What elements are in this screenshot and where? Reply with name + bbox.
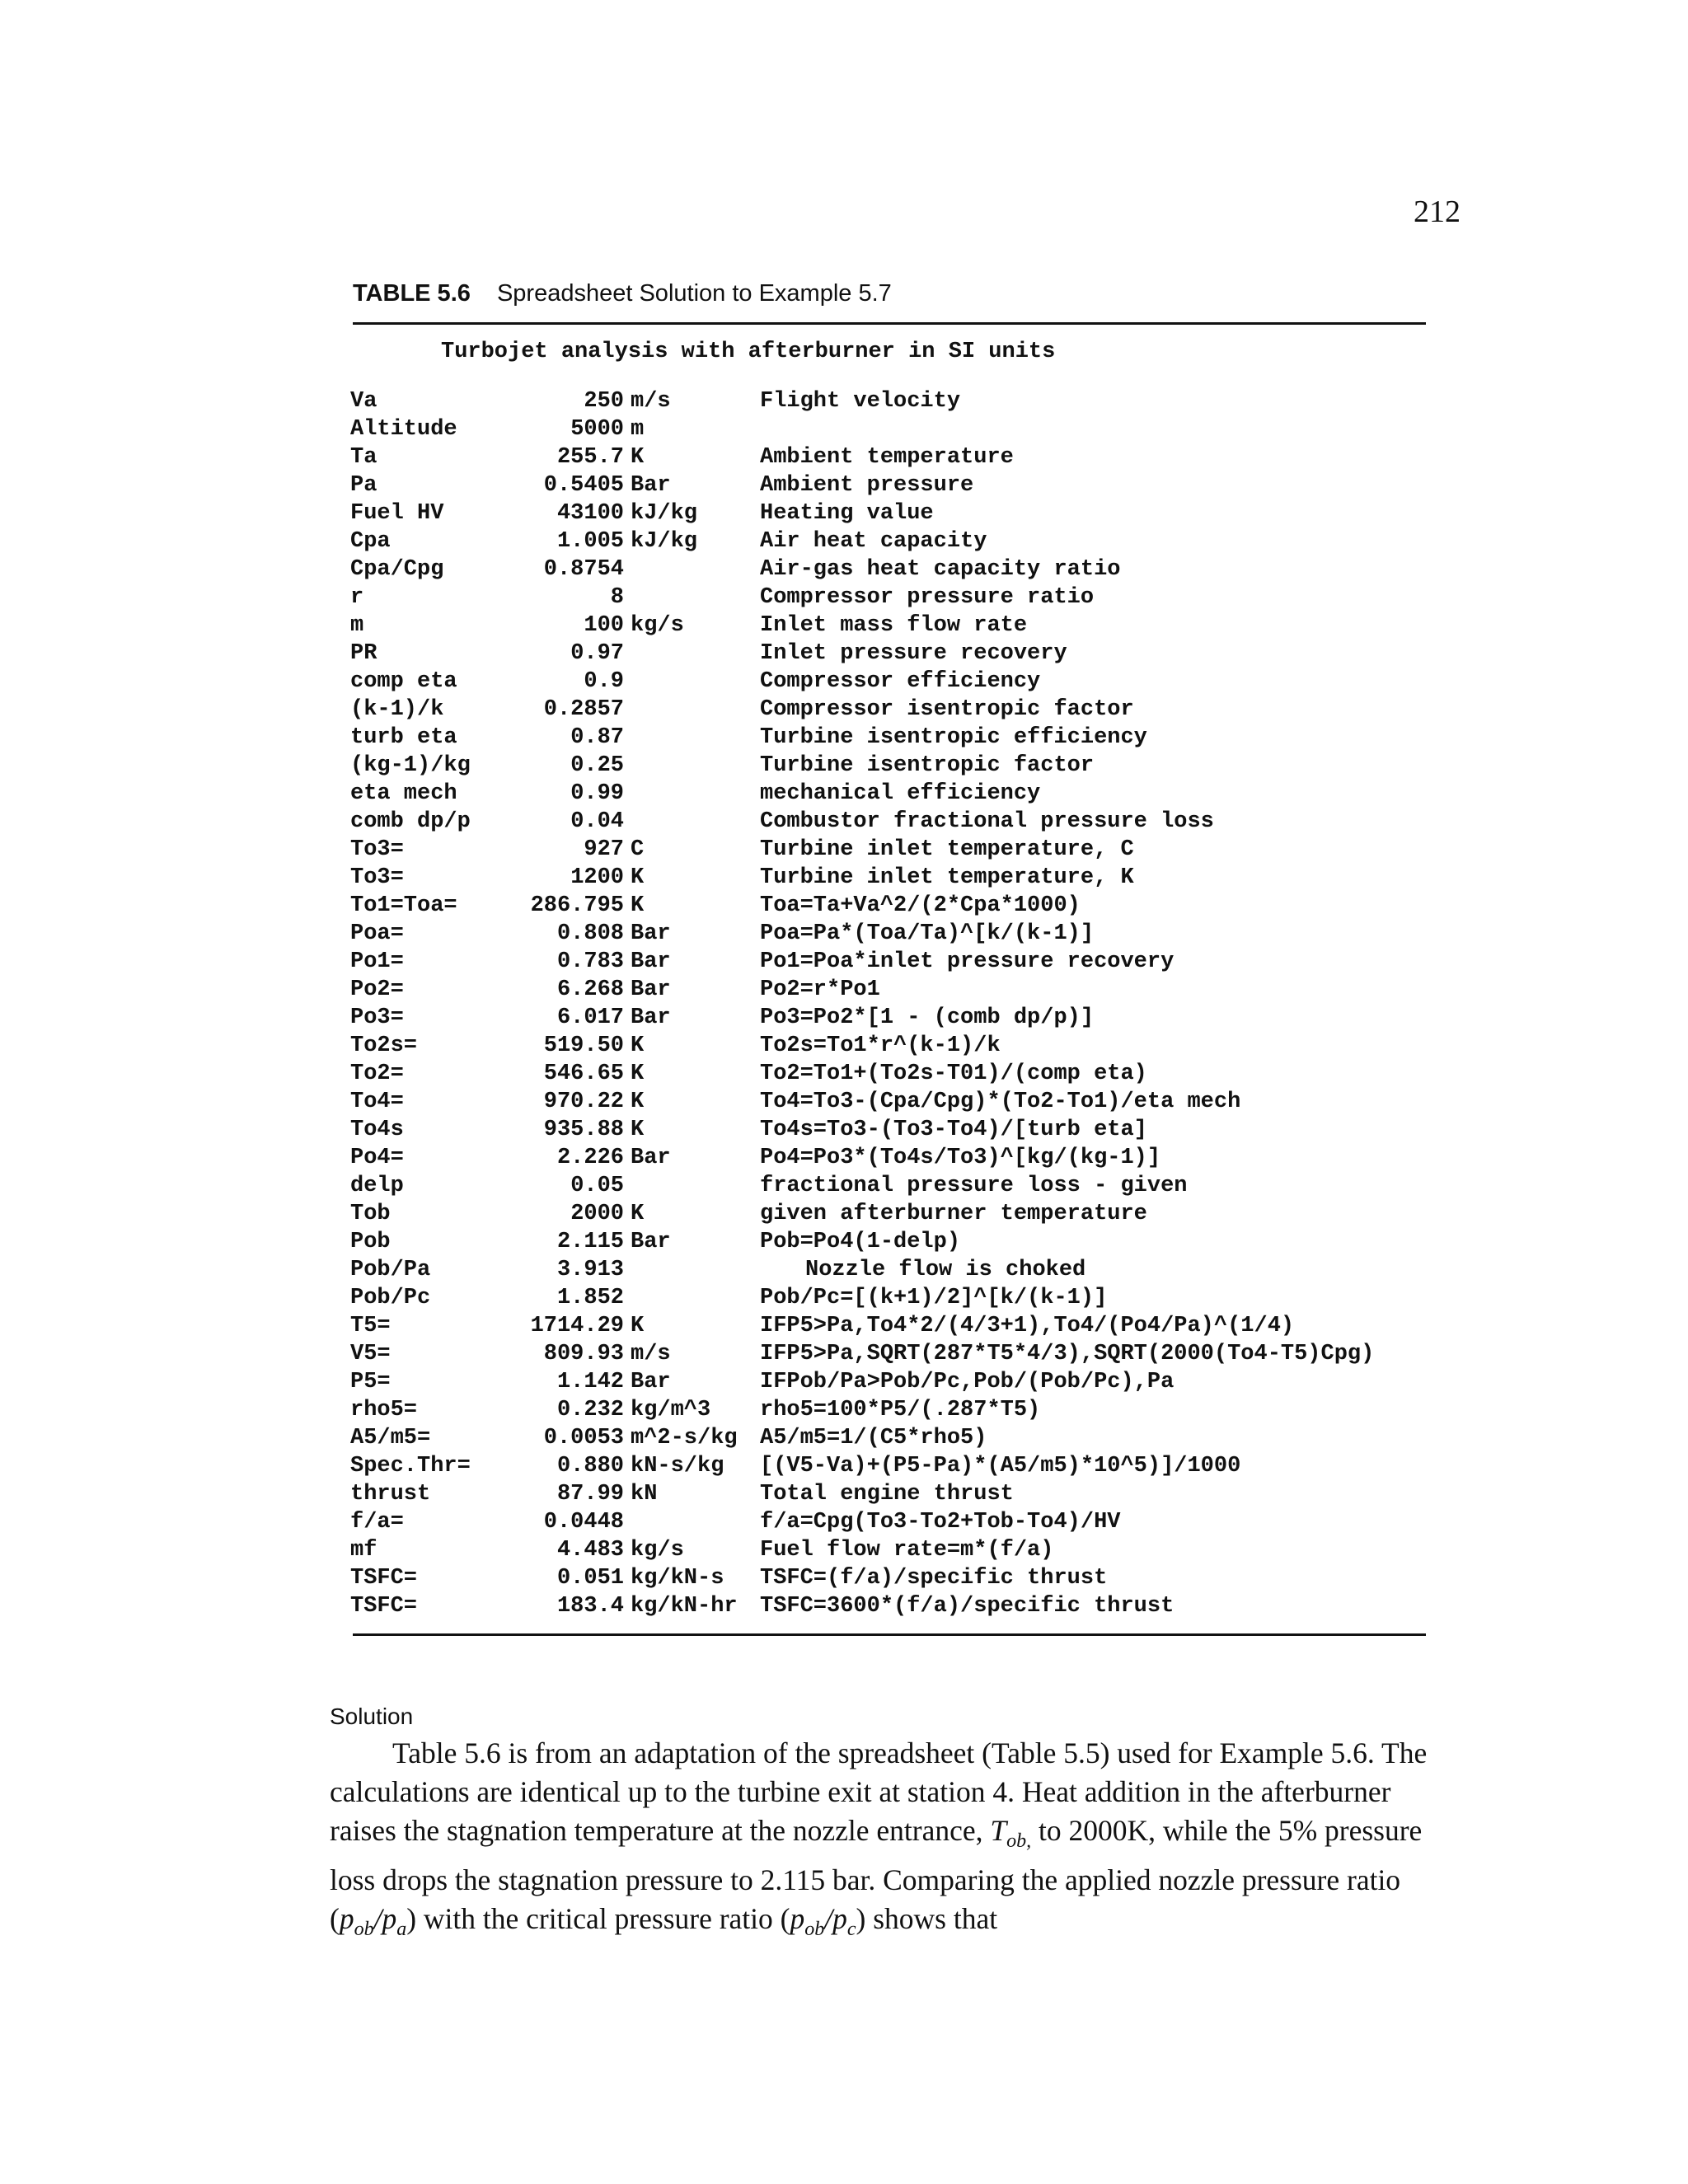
- cell-description: Turbine isentropic factor: [760, 753, 1095, 778]
- cell-label: f/a=: [350, 1510, 404, 1535]
- cell-value: 0.2857: [543, 697, 624, 722]
- cell-label: Po3=: [350, 1005, 404, 1030]
- cell-label: To2s=: [350, 1033, 418, 1058]
- cell-value: 87.99: [556, 1482, 624, 1507]
- cell-description: Air heat capacity: [760, 529, 987, 554]
- cell-description: Ambient temperature: [760, 445, 1014, 470]
- cell-label: Fuel HV: [350, 501, 444, 526]
- symbol-tob: [990, 1814, 1032, 1853]
- cell-unit: K: [631, 445, 645, 470]
- cell-label: (kg-1)/kg: [350, 753, 471, 778]
- cell-label: mf: [350, 1538, 377, 1563]
- cell-label: Pob/Pa: [350, 1258, 431, 1282]
- cell-label: P5=: [350, 1370, 391, 1394]
- cell-value: 1.005: [556, 529, 624, 554]
- table-top-rule: [353, 322, 1426, 325]
- cell-description: Compressor pressure ratio: [760, 585, 1095, 610]
- cell-description: Pob=Po4(1-delp): [760, 1230, 961, 1254]
- cell-label: comb dp/p: [350, 809, 471, 834]
- cell-unit: Bar: [631, 1005, 671, 1030]
- cell-description: Fuel flow rate=m*(f/a): [760, 1538, 1054, 1563]
- cell-value: 43100: [556, 501, 624, 526]
- cell-label: To2=: [350, 1062, 404, 1086]
- symbol-base: T: [990, 1814, 1007, 1847]
- cell-unit: C: [631, 837, 645, 862]
- ratio-pob-pa: [339, 1902, 407, 1941]
- cell-description: Po4=Po3*(To4s/To3)^[kg/(kg-1)]: [760, 1146, 1161, 1170]
- solution-text-part: to 2000K, while the 5% pressure loss drops the stagnation pressure to 2.115 bar. Comparing the applied nozzle pressure ratio (: [330, 1814, 1423, 1936]
- symbol-base: p: [382, 1902, 397, 1936]
- solution-text: [330, 1734, 1451, 1949]
- cell-unit: Bar: [631, 1146, 671, 1170]
- cell-label: Pob: [350, 1230, 391, 1254]
- cell-value: 809.93: [543, 1342, 624, 1366]
- cell-description: Pob/Pc=[(k+1)/2]^[k/(k-1)]: [760, 1286, 1108, 1310]
- table-bottom-rule: [353, 1633, 1426, 1636]
- ratio-pob-pc: [790, 1902, 856, 1941]
- cell-label: delp: [350, 1174, 404, 1198]
- cell-value: 286.795: [530, 893, 624, 918]
- cell-unit: Bar: [631, 949, 671, 974]
- cell-label: m: [350, 613, 364, 638]
- cell-value: 3.913: [556, 1258, 624, 1282]
- cell-description: Nozzle flow is choked: [805, 1258, 1086, 1282]
- cell-description: Ambient pressure: [760, 473, 974, 498]
- cell-description: Turbine isentropic efficiency: [760, 725, 1147, 750]
- cell-description: Total engine thrust: [760, 1482, 1014, 1507]
- cell-description: Po1=Poa*inlet pressure recovery: [760, 949, 1175, 974]
- cell-description: TSFC=3600*(f/a)/specific thrust: [760, 1594, 1175, 1619]
- cell-description: Poa=Pa*(Toa/Ta)^[k/(k-1)]: [760, 921, 1095, 946]
- cell-description: Po3=Po2*[1 - (comb dp/p)]: [760, 1005, 1095, 1030]
- cell-unit: K: [631, 893, 645, 918]
- cell-value: 0.051: [556, 1566, 624, 1591]
- cell-description: Toa=Ta+Va^2/(2*Cpa*1000): [760, 893, 1081, 918]
- cell-unit: m: [631, 417, 645, 442]
- ratio-slash: /: [373, 1902, 382, 1936]
- cell-value: 8: [610, 585, 624, 610]
- cell-label: Tob: [350, 1202, 391, 1226]
- cell-unit: kJ/kg: [631, 501, 698, 526]
- cell-value: 0.232: [556, 1398, 624, 1422]
- cell-label: TSFC=: [350, 1594, 418, 1619]
- cell-label: To3=: [350, 865, 404, 890]
- cell-label: V5=: [350, 1342, 391, 1366]
- cell-label: TSFC=: [350, 1566, 418, 1591]
- cell-label: Pa: [350, 473, 377, 498]
- cell-unit: m/s: [631, 389, 671, 414]
- cell-value: 0.25: [570, 753, 624, 778]
- cell-description: A5/m5=1/(C5*rho5): [760, 1426, 987, 1451]
- cell-value: 250: [584, 389, 624, 414]
- table-caption: [353, 280, 892, 307]
- cell-label: Pob/Pc: [350, 1286, 431, 1310]
- cell-label: Poa=: [350, 921, 404, 946]
- cell-description: To2s=To1*r^(k-1)/k: [760, 1033, 1001, 1058]
- cell-description: To2=To1+(To2s-T01)/(comp eta): [760, 1062, 1147, 1086]
- cell-description: mechanical efficiency: [760, 781, 1041, 806]
- cell-description: Heating value: [760, 501, 934, 526]
- cell-unit: K: [631, 1118, 645, 1142]
- cell-unit: K: [631, 1202, 645, 1226]
- cell-unit: K: [631, 1314, 645, 1338]
- cell-value: 0.0053: [543, 1426, 624, 1451]
- cell-description: Inlet mass flow rate: [760, 613, 1028, 638]
- cell-unit: kg/s: [631, 613, 684, 638]
- cell-description: Po2=r*Po1: [760, 977, 880, 1002]
- cell-description: Air-gas heat capacity ratio: [760, 557, 1121, 582]
- cell-unit: kg/m^3: [631, 1398, 711, 1422]
- cell-label: To3=: [350, 837, 404, 862]
- cell-value: 255.7: [556, 445, 624, 470]
- cell-value: 0.97: [570, 641, 624, 666]
- cell-description: IFP5>Pa,To4*2/(4/3+1),To4/(Po4/Pa)^(1/4): [760, 1314, 1295, 1338]
- symbol-base: p: [339, 1902, 354, 1936]
- cell-label: To4s: [350, 1118, 404, 1142]
- cell-label: Spec.Thr=: [350, 1454, 471, 1479]
- cell-label: r: [350, 585, 364, 610]
- cell-description: TSFC=(f/a)/specific thrust: [760, 1566, 1108, 1591]
- table-number: TABLE 5.6: [353, 280, 471, 307]
- table-caption-text: Spreadsheet Solution to Example 5.7: [496, 280, 892, 307]
- cell-description: IFPob/Pa>Pob/Pc,Pob/(Pob/Pc),Pa: [760, 1370, 1175, 1394]
- cell-label: Po1=: [350, 949, 404, 974]
- cell-label: To4=: [350, 1090, 404, 1114]
- cell-value: 927: [584, 837, 624, 862]
- symbol-subscript: ob: [804, 1919, 825, 1941]
- cell-value: 1714.29: [530, 1314, 624, 1338]
- solution-paragraph: [330, 1734, 1451, 1949]
- cell-description: rho5=100*P5/(.287*T5): [760, 1398, 1041, 1422]
- cell-value: 0.87: [570, 725, 624, 750]
- cell-value: 0.04: [570, 809, 624, 834]
- cell-description: [(V5-Va)+(P5-Pa)*(A5/m5)*10^5)]/1000: [760, 1454, 1241, 1479]
- cell-label: comp eta: [350, 669, 457, 694]
- cell-description: IFP5>Pa,SQRT(287*T5*4/3),SQRT(2000(To4-T5)Cpg): [760, 1342, 1375, 1366]
- cell-unit: kg/kN-hr: [631, 1594, 738, 1619]
- symbol-subscript: a: [396, 1919, 407, 1941]
- symbol-subscript: c: [846, 1919, 856, 1941]
- spreadsheet-title: Turbojet analysis with afterburner in SI units: [441, 340, 1056, 364]
- cell-value: 0.783: [556, 949, 624, 974]
- cell-label: eta mech: [350, 781, 457, 806]
- cell-unit: Bar: [631, 921, 671, 946]
- cell-unit: K: [631, 1033, 645, 1058]
- cell-value: 0.99: [570, 781, 624, 806]
- cell-unit: kN-s/kg: [631, 1454, 724, 1479]
- cell-unit: m^2-s/kg: [631, 1426, 738, 1451]
- ratio-slash: /: [824, 1902, 833, 1936]
- page-number: 212: [1414, 194, 1461, 229]
- cell-description: To4=To3-(Cpa/Cpg)*(To2-To1)/eta mech: [760, 1090, 1241, 1114]
- solution-text-part: ) with the critical pressure ratio (: [406, 1902, 790, 1936]
- cell-value: 100: [584, 613, 624, 638]
- symbol-subscript: ob: [354, 1919, 374, 1941]
- cell-value: 0.808: [556, 921, 624, 946]
- cell-unit: kN: [631, 1482, 658, 1507]
- cell-value: 4.483: [556, 1538, 624, 1563]
- cell-unit: K: [631, 1062, 645, 1086]
- cell-description: fractional pressure loss - given: [760, 1174, 1188, 1198]
- cell-label: PR: [350, 641, 377, 666]
- cell-label: Altitude: [350, 417, 457, 442]
- cell-value: 183.4: [556, 1594, 624, 1619]
- cell-label: rho5=: [350, 1398, 418, 1422]
- cell-unit: kJ/kg: [631, 529, 698, 554]
- cell-unit: kg/s: [631, 1538, 684, 1563]
- cell-value: 5000: [570, 417, 624, 442]
- cell-label: thrust: [350, 1482, 431, 1507]
- cell-value: 970.22: [543, 1090, 624, 1114]
- cell-label: Va: [350, 389, 377, 414]
- cell-value: 546.65: [543, 1062, 624, 1086]
- cell-label: turb eta: [350, 725, 457, 750]
- cell-description: Inlet pressure recovery: [760, 641, 1067, 666]
- cell-unit: m/s: [631, 1342, 671, 1366]
- cell-value: 2000: [570, 1202, 624, 1226]
- cell-label: A5/m5=: [350, 1426, 431, 1451]
- cell-value: 0.9: [584, 669, 624, 694]
- cell-description: Combustor fractional pressure loss: [760, 809, 1214, 834]
- cell-label: Po2=: [350, 977, 404, 1002]
- cell-unit: Bar: [631, 1370, 671, 1394]
- symbol-subscript: ob,: [1006, 1830, 1032, 1853]
- cell-description: given afterburner temperature: [760, 1202, 1147, 1226]
- cell-label: (k-1)/k: [350, 697, 444, 722]
- cell-unit: K: [631, 865, 645, 890]
- cell-value: 1.142: [556, 1370, 624, 1394]
- solution-text-part: ) shows that: [856, 1902, 998, 1936]
- cell-value: 935.88: [543, 1118, 624, 1142]
- cell-value: 6.017: [556, 1005, 624, 1030]
- cell-description: Flight velocity: [760, 389, 961, 414]
- cell-unit: Bar: [631, 1230, 671, 1254]
- cell-description: Compressor efficiency: [760, 669, 1041, 694]
- cell-description: Turbine inlet temperature, C: [760, 837, 1134, 862]
- cell-description: To4s=To3-(To3-To4)/[turb eta]: [760, 1118, 1147, 1142]
- cell-unit: K: [631, 1090, 645, 1114]
- cell-label: Po4=: [350, 1146, 404, 1170]
- cell-value: 2.115: [556, 1230, 624, 1254]
- symbol-base: p: [832, 1902, 847, 1936]
- cell-description: Turbine inlet temperature, K: [760, 865, 1134, 890]
- cell-label: Ta: [350, 445, 377, 470]
- cell-unit: kg/kN-s: [631, 1566, 724, 1591]
- solution-text-part: Table 5.6 is from an adaptation of the spreadsheet (Table 5.5) used for Example 5.6. The calculations are identical up to the turbine exit at station 4. Heat addition in the afterburner raises the stagnation temperature at the nozzle entrance,: [330, 1736, 1428, 1847]
- cell-value: 0.0448: [543, 1510, 624, 1535]
- cell-unit: Bar: [631, 473, 671, 498]
- cell-value: 0.5405: [543, 473, 624, 498]
- cell-value: 519.50: [543, 1033, 624, 1058]
- cell-description: f/a=Cpg(To3-To2+Tob-To4)/HV: [760, 1510, 1121, 1535]
- cell-value: 0.880: [556, 1454, 624, 1479]
- cell-label: Cpa: [350, 529, 391, 554]
- cell-value: 0.8754: [543, 557, 624, 582]
- cell-value: 1.852: [556, 1286, 624, 1310]
- cell-label: Cpa/Cpg: [350, 557, 444, 582]
- solution-heading: Solution: [330, 1704, 414, 1729]
- cell-unit: Bar: [631, 977, 671, 1002]
- cell-value: 1200: [570, 865, 624, 890]
- cell-value: 2.226: [556, 1146, 624, 1170]
- cell-value: 0.05: [570, 1174, 624, 1198]
- cell-value: 6.268: [556, 977, 624, 1002]
- cell-label: T5=: [350, 1314, 391, 1338]
- cell-description: Compressor isentropic factor: [760, 697, 1134, 722]
- symbol-base: p: [790, 1902, 805, 1936]
- cell-label: To1=Toa=: [350, 893, 457, 918]
